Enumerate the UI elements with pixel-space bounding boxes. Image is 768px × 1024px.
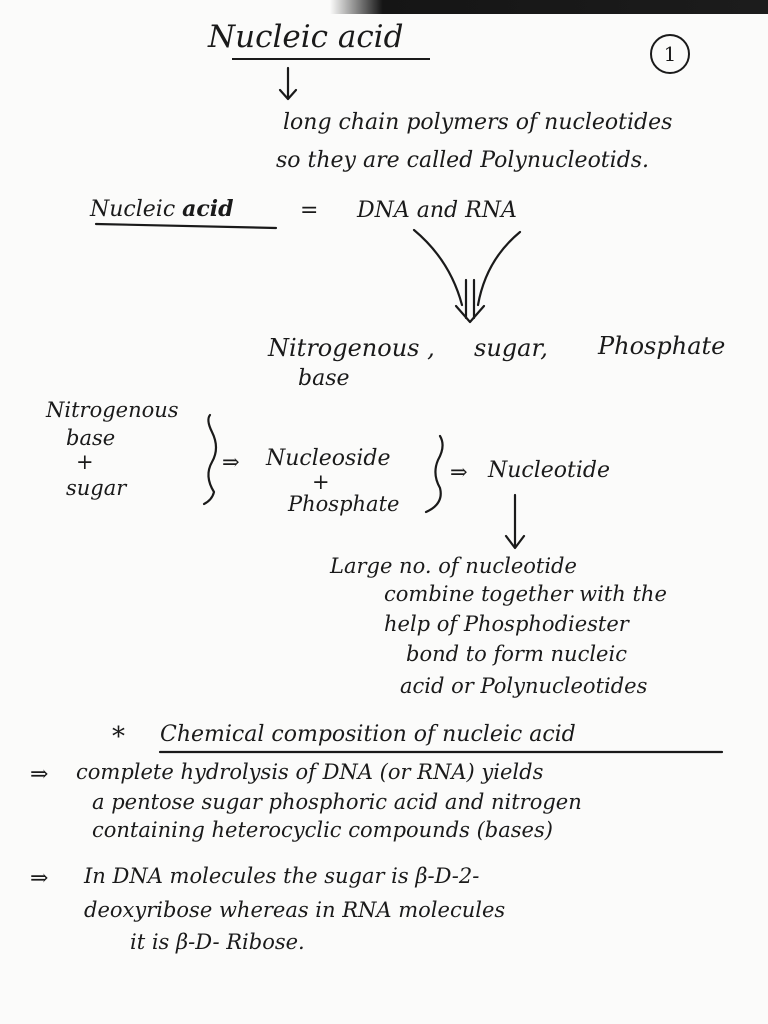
brace-left — [204, 415, 216, 504]
note-line-2: combine together with the — [384, 582, 667, 606]
formation-plus-1: + — [76, 450, 94, 474]
equation-lhs-word: Nucleic — [90, 197, 176, 222]
composition-star: * — [112, 722, 125, 752]
double-down-arrow-head — [456, 306, 484, 322]
composition-para2-line1: In DNA molecules the sugar is β-D-2- — [84, 864, 480, 888]
note-line-5: acid or Polynucleotides — [400, 674, 648, 698]
note-line-4: bond to form nucleic — [406, 642, 627, 666]
composition-para2-line3: it is β-D- Ribose. — [130, 930, 305, 954]
formation-nucleoside: Nucleoside — [266, 446, 391, 471]
page-title: Nucleic acid — [208, 19, 404, 55]
formation-base: base — [66, 426, 116, 450]
equation-rhs: DNA and RNA — [357, 198, 517, 223]
composition-para1-line2: a pentose sugar phosphoric acid and nitrogen — [92, 790, 582, 814]
page-number-badge: 1 — [650, 34, 690, 74]
brace-right — [426, 436, 443, 512]
composition-heading: Chemical composition of nucleic acid — [160, 722, 576, 747]
formation-arrow-2: ⇒ — [450, 460, 468, 484]
definition-line-1: long chain polymers of nucleotides — [283, 110, 673, 135]
composition-arrow-1: ⇒ — [30, 762, 49, 787]
equation-equals: = — [300, 198, 319, 223]
formation-phosphate: Phosphate — [288, 492, 400, 516]
component-phosphate: Phosphate — [598, 332, 726, 360]
definition-line-2: so they are called Polynucleotids. — [276, 148, 650, 173]
converge-arrow-right — [478, 232, 520, 305]
note-line-1: Large no. of nucleotide — [330, 554, 577, 578]
converge-arrow-left — [414, 230, 462, 305]
composition-para1-line3: containing heterocyclic compounds (bases) — [92, 818, 553, 842]
formation-arrow-1: ⇒ — [222, 450, 240, 474]
note-line-3: help of Phosphodiester — [384, 612, 629, 636]
component-sugar: sugar, — [474, 334, 548, 362]
component-nitrogenous: Nitrogenous , — [268, 334, 435, 362]
equation-lhs — [90, 198, 234, 221]
formation-nucleotide: Nucleotide — [488, 458, 611, 483]
equation-underline — [96, 224, 276, 228]
formation-plus-2: + — [312, 470, 330, 494]
formation-sugar: sugar — [66, 476, 127, 500]
composition-para2-line2: deoxyribose whereas in RNA molecules — [84, 898, 506, 922]
composition-arrow-2: ⇒ — [30, 866, 49, 891]
composition-para1-line1: complete hydrolysis of DNA (or RNA) yields — [76, 760, 544, 784]
formation-nitrogenous: Nitrogenous — [46, 398, 179, 422]
component-nitrogenous-base: base — [298, 366, 350, 391]
equation-lhs-bold-word: acid — [182, 196, 234, 222]
